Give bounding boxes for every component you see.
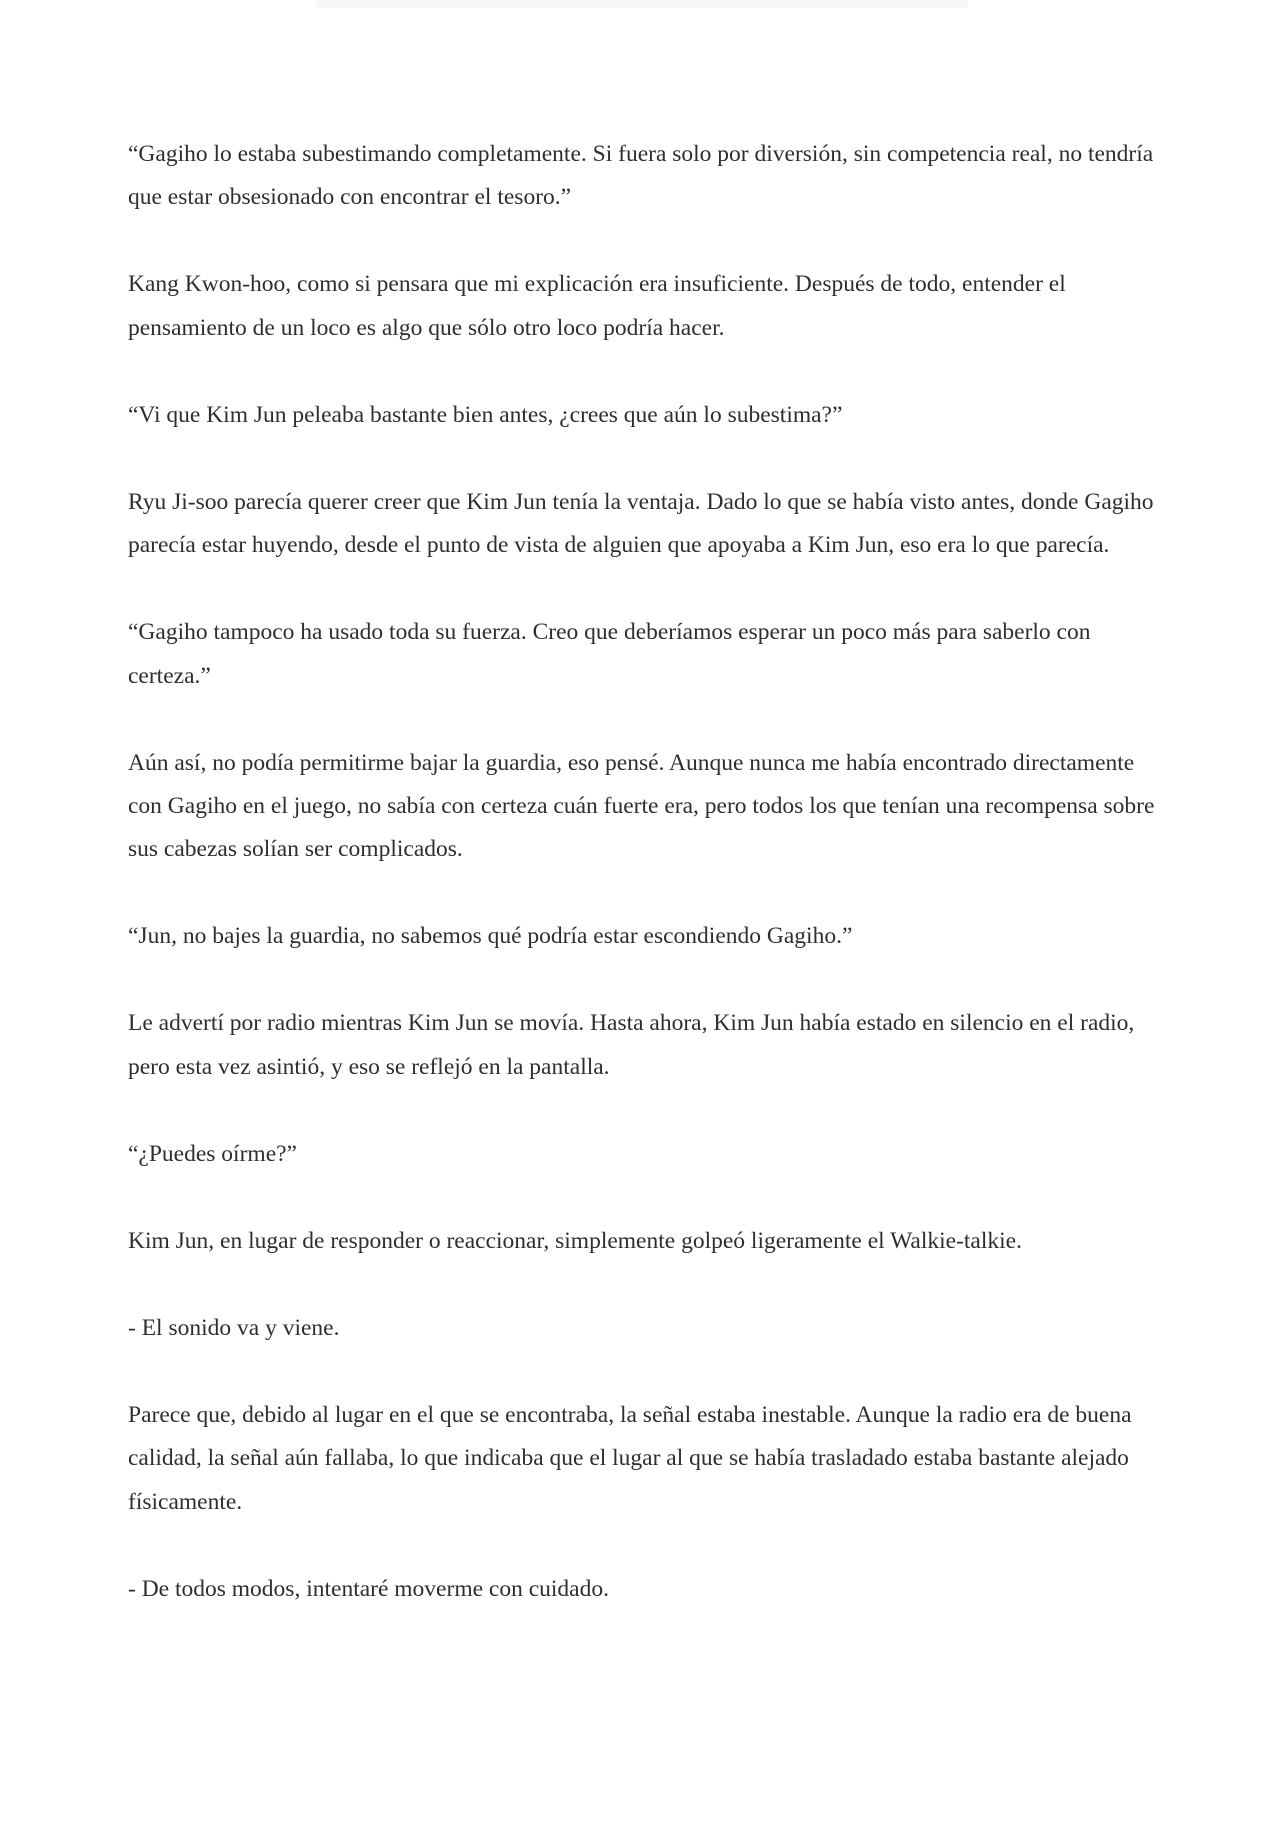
paragraph: “Gagiho lo estaba subestimando completamente. Si fuera solo por diversión, sin competencia real, no tendría que estar obsesionado con encontrar el tesoro.” [128,141,1154,211]
paragraph: Ryu Ji-soo parecía querer creer que Kim Jun tenía la ventaja. Dado lo que se había visto antes, donde Gagiho parecía estar huyendo, desde el punto de vista de alguien que apoyaba a Kim Jun, eso era lo que parecía. [128,488,1154,559]
paragraph: - El sonido va y viene. [128,1314,340,1341]
paragraph: Kim Jun, en lugar de responder o reaccionar, simplemente golpeó ligeramente el Walkie-talkie. [128,1227,1022,1254]
paragraph: Le advertí por radio mientras Kim Jun se movía. Hasta ahora, Kim Jun había estado en silencio en el radio, pero esta vez asintió, y eso se reflejó en la pantalla. [128,1010,1135,1080]
paragraph: Aún así, no podía permitirme bajar la guardia, eso pensé. Aunque nunca me había encontrado directamente con Gagiho en el juego, no sabía con certeza cuán fuerte era, pero todos los que tenían una recompensa sobre sus cabezas solían ser complicados. [128,749,1155,863]
top-edge-band [316,0,968,8]
paragraph: “Gagiho tampoco ha usado toda su fuerza. Creo que deberíamos esperar un poco más para saberlo con certeza.” [128,619,1091,689]
paragraph: “Jun, no bajes la guardia, no sabemos qué podría estar escondiendo Gagiho.” [128,923,853,950]
paragraph: Parece que, debido al lugar en el que se encontraba, la señal estaba inestable. Aunque la radio era de buena calidad, la señal aún fallaba, lo que indicaba que el lugar al que se había trasladado estaba bastante alejado físicamente. [128,1401,1132,1515]
paragraph: - De todos modos, intentaré moverme con cuidado. [128,1575,609,1602]
document-body [128,133,1158,1655]
paragraph: “¿Puedes oírme?” [128,1140,297,1167]
paragraph: Kang Kwon-hoo, como si pensara que mi explicación era insuficiente. Después de todo, entender el pensamiento de un loco es algo que sólo otro loco podría hacer. [128,271,1066,341]
paragraph: “Vi que Kim Jun peleaba bastante bien antes, ¿crees que aún lo subestima?” [128,401,843,428]
